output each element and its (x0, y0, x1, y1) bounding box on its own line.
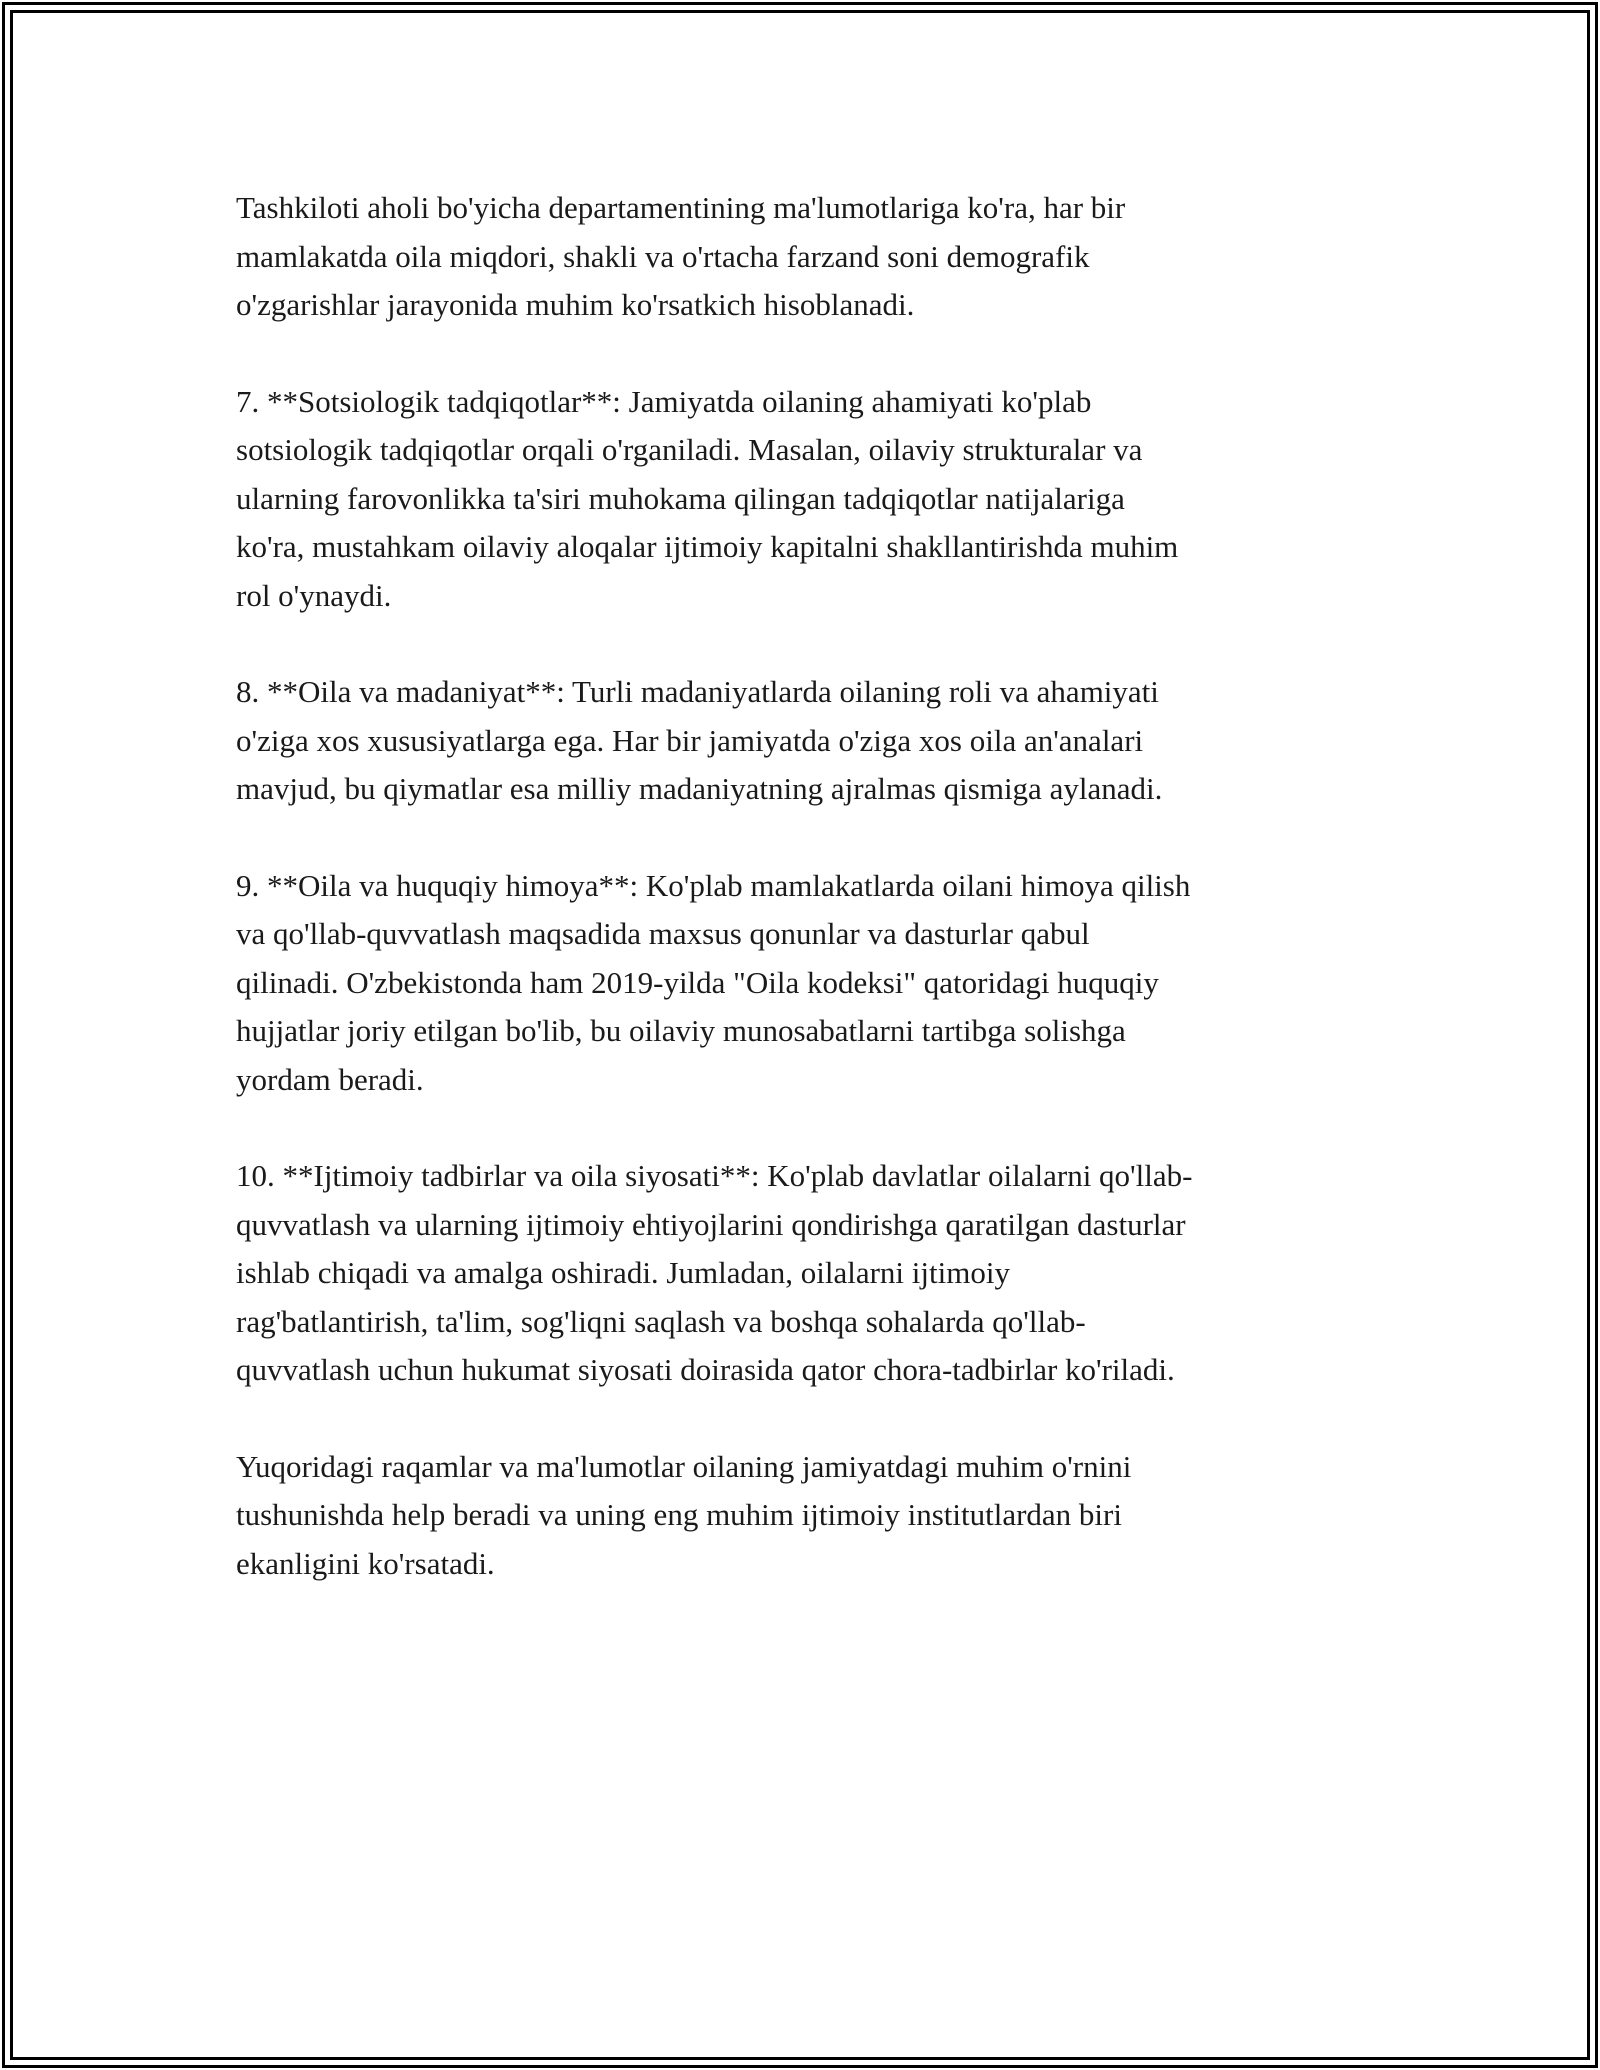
paragraph-intro: Tashkiloti aholi bo'yicha departamentining ma'lumotlariga ko'ra, har bir mamlakatda oila miqdori, shakli va o'rtacha farzand soni demografik o'zgarishlar jarayonida muhim ko'rsatkich hisoblanadi. (236, 190, 1126, 322)
paragraph-family-culture: 8. **Oila va madaniyat**: Turli madaniyatlarda oilaning roli va ahamiyati o'ziga xos xususiyatlarga ega. Har bir jamiyatda o'ziga xos oila an'analari mavjud, bu qiymatlar esa milliy madaniyatning ajralmas qismiga aylanadi. (236, 674, 1163, 806)
paragraph-sociological-research: 7. **Sotsiologik tadqiqotlar**: Jamiyatda oilaning ahamiyati ko'plab sotsiologik tadqiqotlar orqali o'rganiladi. Masalan, oilaviy strukturalar va ularning farovonlikka ta'siri muhokama qilingan tadqiqotlar natijalariga ko'ra, mustahkam oilaviy aloqalar ijtimoiy kapitalni shakllantirishda muhim rol o'ynaydi. (236, 383, 1179, 613)
paragraph-legal-protection: 9. **Oila va huquqiy himoya**: Ko'plab mamlakatlarda oilani himoya qilish va qo'llab-quvvatlash maqsadida maxsus qonunlar va dasturlar qabul qilinadi. O'zbekistonda ham 2019-yilda "Oila kodeksi" qatoridagi huquqiy hujjatlar joriy etilgan bo'lib, bu oilaviy munosabatlarni tartibga solishga yordam beradi. (236, 867, 1191, 1097)
document-body (236, 184, 1376, 1636)
paragraph-conclusion: Yuqoridagi raqamlar va ma'lumotlar oilaning jamiyatdagi muhim o'rnini tushunishda help beradi va uning eng muhim ijtimoiy institutlardan biri ekanligini ko'rsatadi. (236, 1448, 1132, 1581)
paragraph-social-policy: 10. **Ijtimoiy tadbirlar va oila siyosati**: Ko'plab davlatlar oilalarni qo'llab- quvvatlash va ularning ijtimoiy ehtiyojlarini qondirishga qaratilgan dasturlar ishlab chiqadi va amalga oshiradi. Jumladan, oilalarni ijtimoiy rag'batlantirish, ta'lim, sog'liqni saqlash va boshqa sohalarda qo'llab- quvvatlash uchun hukumat siyosati doirasida qator chora-tadbirlar ko'riladi. (236, 1158, 1193, 1387)
